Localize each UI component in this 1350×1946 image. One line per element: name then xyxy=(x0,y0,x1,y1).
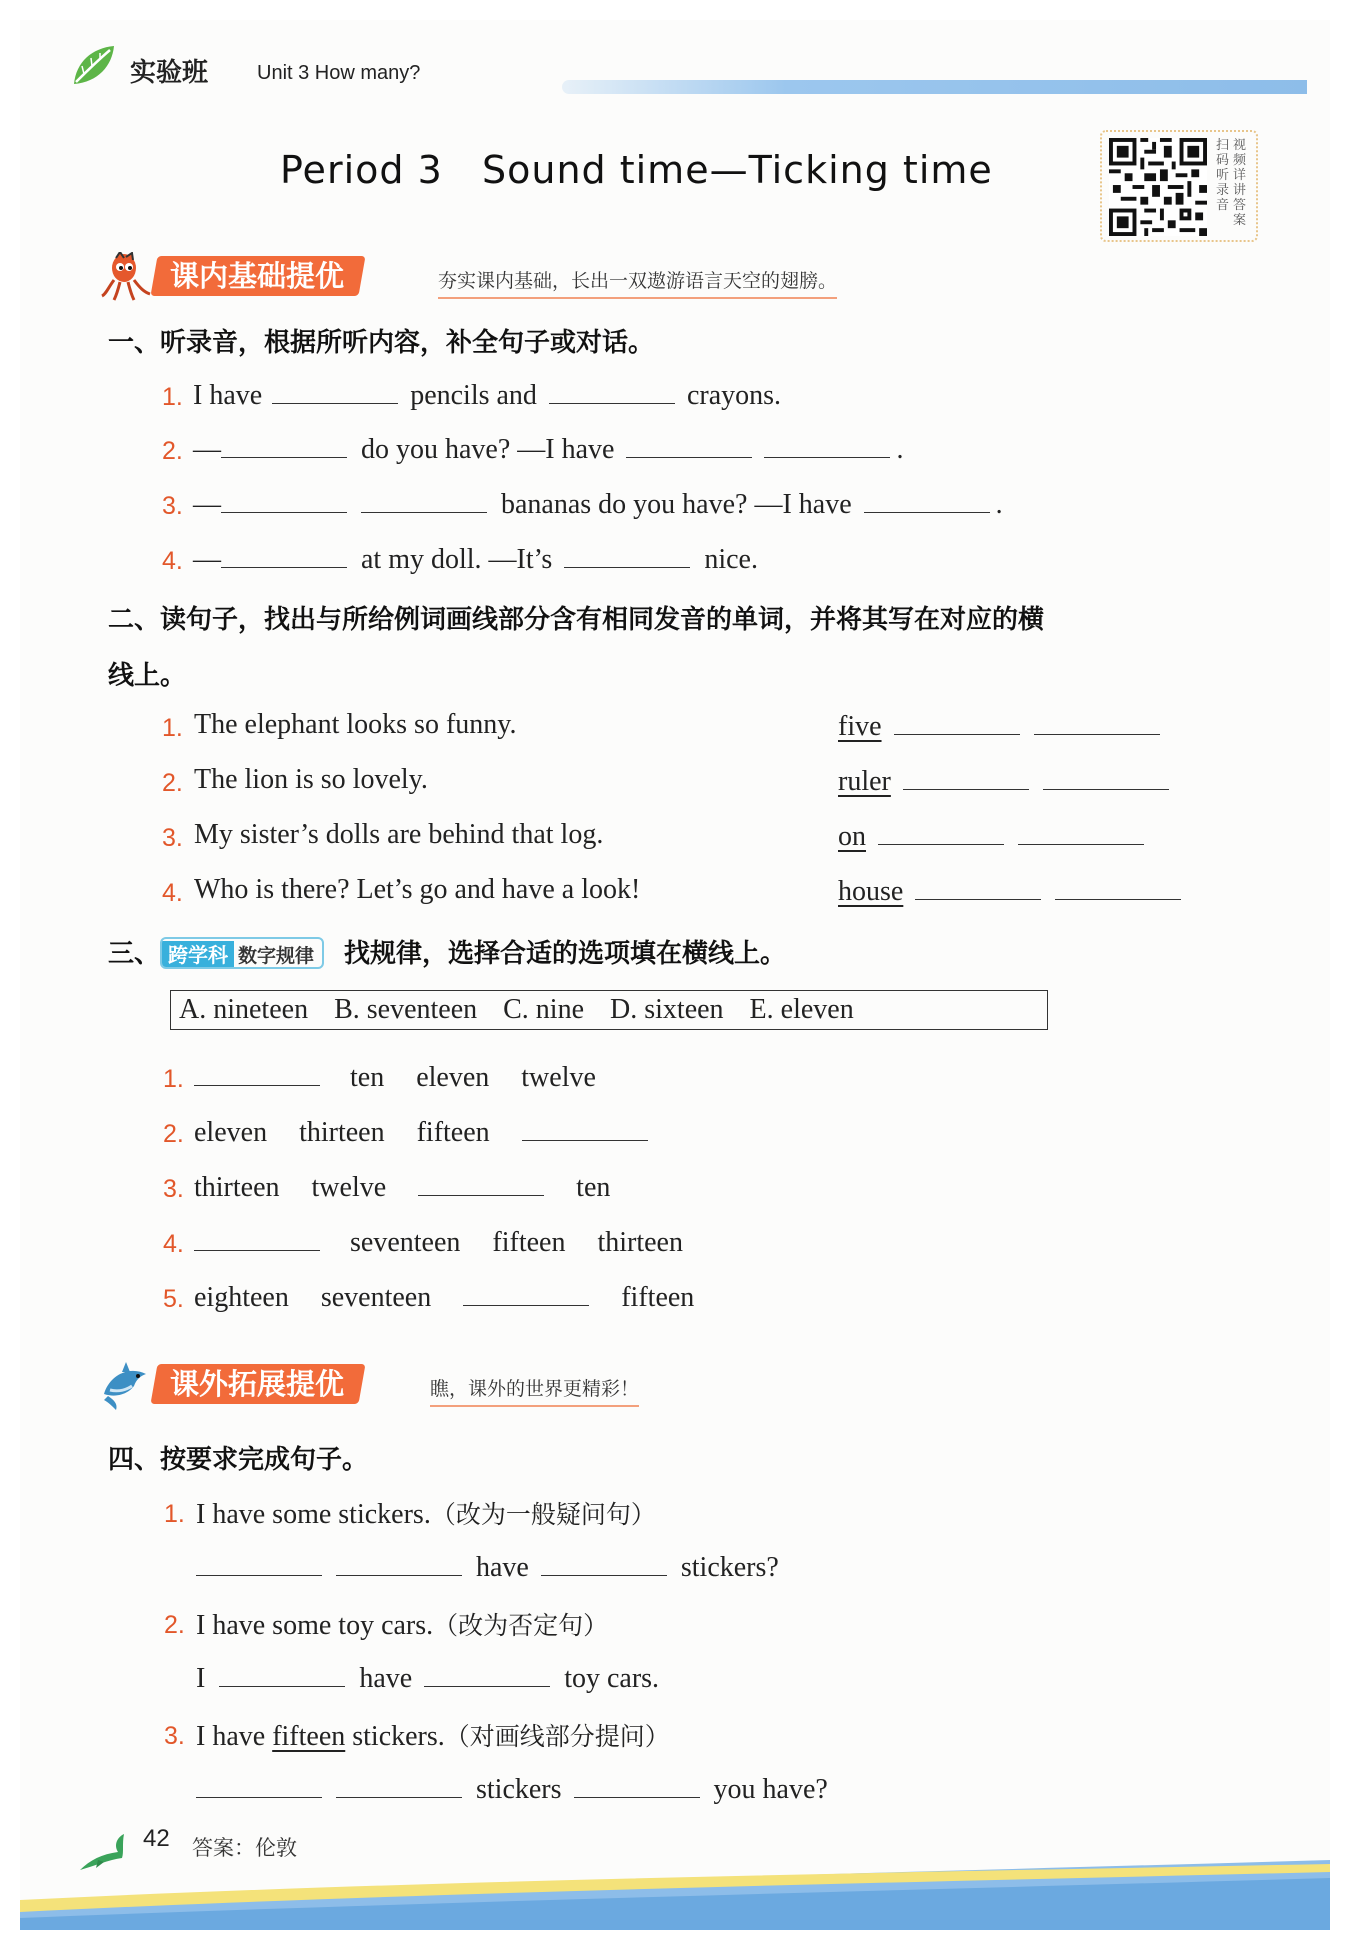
qr-caption xyxy=(1216,138,1256,228)
answer-blank[interactable] xyxy=(221,487,347,513)
part3-item-1 xyxy=(194,1060,596,1094)
page-header xyxy=(62,30,1307,92)
answer-blank[interactable] xyxy=(522,1115,648,1141)
answer-blank[interactable] xyxy=(424,1661,550,1687)
section-slogan: 瞧，课外的世界更精彩！ xyxy=(430,1374,639,1407)
example-word: house xyxy=(838,876,904,907)
item-number: 4. xyxy=(163,1230,184,1258)
leaf-logo-icon xyxy=(70,44,116,88)
answer-blank[interactable] xyxy=(221,542,347,568)
text-segment: at my doll. —It’s xyxy=(361,544,553,575)
text-segment: do you have? —I have xyxy=(361,434,615,465)
option: C. nine xyxy=(503,994,585,1025)
tag-main: 跨学科 xyxy=(162,941,234,969)
sequence-word: thirteen xyxy=(194,1172,280,1203)
sequence-word: seventeen xyxy=(320,1282,432,1313)
part4-answer-line-3 xyxy=(196,1772,828,1806)
part3-item-2 xyxy=(194,1115,654,1149)
prompt-text: stickers. xyxy=(352,1721,445,1752)
sequence-word: eighteen xyxy=(194,1282,289,1313)
sequence-word: twelve xyxy=(521,1062,596,1093)
part4-heading: 四、按要求完成句子。 xyxy=(108,1445,369,1475)
part3-heading xyxy=(108,933,786,971)
part4-answer-line-1 xyxy=(196,1550,779,1584)
line-text: have xyxy=(476,1552,529,1583)
section-banner-basic xyxy=(100,252,960,300)
text-segment: — xyxy=(193,489,221,520)
cross-subject-tag xyxy=(160,937,324,969)
part1-item-4 xyxy=(193,542,758,576)
item-number: 1. xyxy=(164,1500,185,1528)
answer-blank[interactable] xyxy=(541,1550,667,1576)
text-segment: . xyxy=(896,434,904,465)
answer-blank[interactable] xyxy=(764,432,890,458)
sequence-word: eleven xyxy=(416,1062,490,1093)
text-segment: I have xyxy=(193,380,263,411)
heading-prefix: 三、 xyxy=(108,939,161,969)
item-number: 5. xyxy=(163,1285,184,1313)
part1-heading: 一、听录音，根据所听内容，补全句子或对话。 xyxy=(108,328,655,358)
qr-caption-col: 视频详讲答案 xyxy=(1233,138,1247,228)
text-segment: bananas do you have? —I have xyxy=(501,489,852,520)
part4-prompt-3 xyxy=(196,1717,670,1753)
part2-answer-3 xyxy=(838,819,1150,853)
part1-item-2 xyxy=(193,432,903,466)
brand-name: 实验班 xyxy=(130,58,209,88)
part4-prompt-1 xyxy=(196,1495,656,1531)
heading-text: 找规律，选择合适的选项填在横线上。 xyxy=(344,939,787,969)
part3-item-4 xyxy=(194,1225,683,1259)
item-number: 2. xyxy=(162,437,183,465)
line-text: you have? xyxy=(713,1774,828,1805)
answer-blank[interactable] xyxy=(196,1550,322,1576)
qr-caption-col: 扫码听录音 xyxy=(1216,138,1230,213)
example-word: on xyxy=(838,821,866,852)
section-label: 课内基础提优 xyxy=(150,256,365,296)
option: D. sixteen xyxy=(610,994,724,1025)
part4-answer-line-2 xyxy=(196,1661,659,1695)
section-label: 课外拓展提优 xyxy=(150,1364,365,1404)
prompt-text: I have some stickers. xyxy=(196,1499,431,1530)
item-number: 4. xyxy=(162,879,183,907)
answer-blank[interactable] xyxy=(903,764,1029,790)
text-segment: . xyxy=(995,489,1003,520)
answer-blank[interactable] xyxy=(361,487,487,513)
item-number: 2. xyxy=(162,769,183,797)
qr-code-icon[interactable] xyxy=(1108,138,1208,236)
underlined-word: fifteen xyxy=(272,1721,346,1752)
item-number: 2. xyxy=(163,1120,184,1148)
line-text: stickers xyxy=(476,1774,562,1805)
answer-blank[interactable] xyxy=(418,1170,544,1196)
line-text: toy cars. xyxy=(564,1663,660,1694)
option: B. seventeen xyxy=(334,994,478,1025)
qr-code-box[interactable] xyxy=(1100,130,1258,242)
answer-blank[interactable] xyxy=(336,1550,462,1576)
prompt-text: I have some toy cars. xyxy=(196,1610,434,1641)
line-text: I xyxy=(196,1663,206,1694)
instruction-text: （改为否定句） xyxy=(433,1611,609,1640)
text-segment: — xyxy=(193,434,221,465)
text-segment: — xyxy=(193,544,221,575)
section-slogan: 夯实课内基础，长出一双遨游语言天空的翅膀。 xyxy=(438,266,837,299)
answer-blank[interactable] xyxy=(1043,764,1169,790)
part2-sentence-4: Who is there? Let’s go and have a look! xyxy=(194,874,641,905)
item-number: 3. xyxy=(164,1722,185,1750)
answer-blank[interactable] xyxy=(194,1225,320,1251)
item-number: 3. xyxy=(162,492,183,520)
answer-note: 答案：伦敦 xyxy=(192,1836,297,1860)
section-banner-extended xyxy=(100,1360,700,1408)
part2-answer-2 xyxy=(838,764,1175,798)
part2-sentence-1: The elephant looks so funny. xyxy=(194,709,517,740)
part3-item-5 xyxy=(194,1280,694,1314)
part4-prompt-2 xyxy=(196,1606,608,1642)
sequence-word: thirteen xyxy=(299,1117,385,1148)
instruction-text: （对画线部分提问） xyxy=(444,1722,670,1751)
part2-sentence-3: My sister’s dolls are behind that log. xyxy=(194,819,604,850)
part2-sentence-2: The lion is so lovely. xyxy=(194,764,428,795)
sequence-word: fifteen xyxy=(416,1117,490,1148)
answer-blank[interactable] xyxy=(336,1772,462,1798)
part2-heading-cont: 线上。 xyxy=(108,661,187,691)
sequence-word: eleven xyxy=(194,1117,268,1148)
answer-blank[interactable] xyxy=(1018,819,1144,845)
header-decor-bar xyxy=(562,80,1307,94)
page-title: Period 3 Sound time—Ticking time xyxy=(280,148,993,192)
prompt-text: I have xyxy=(196,1721,266,1752)
option: E. eleven xyxy=(749,994,854,1025)
example-word: five xyxy=(838,711,882,742)
item-number: 3. xyxy=(163,1175,184,1203)
sequence-word: fifteen xyxy=(492,1227,566,1258)
answer-blank[interactable] xyxy=(463,1280,589,1306)
part2-answer-4 xyxy=(838,874,1187,908)
answer-blank[interactable] xyxy=(272,378,398,404)
answer-blank[interactable] xyxy=(219,1661,345,1687)
page-number: 42 xyxy=(143,1825,170,1852)
option: A. nineteen xyxy=(179,994,309,1025)
part1-item-1 xyxy=(193,378,781,412)
item-number: 2. xyxy=(164,1611,185,1639)
answer-blank[interactable] xyxy=(564,542,690,568)
part2-answer-1 xyxy=(838,709,1166,743)
part1-item-3 xyxy=(193,487,1003,521)
answer-blank[interactable] xyxy=(221,432,347,458)
answer-blank[interactable] xyxy=(878,819,1004,845)
sequence-word: fifteen xyxy=(621,1282,695,1313)
answer-blank[interactable] xyxy=(549,378,675,404)
squid-mascot-icon xyxy=(100,252,152,302)
text-segment: crayons. xyxy=(686,380,782,411)
item-number: 3. xyxy=(162,824,183,852)
answer-blank[interactable] xyxy=(894,709,1020,735)
sequence-word: thirteen xyxy=(597,1227,683,1258)
sequence-word: seventeen xyxy=(350,1227,461,1258)
dolphin-mascot-icon xyxy=(100,1360,152,1410)
answer-blank[interactable] xyxy=(1055,874,1181,900)
text-segment: nice. xyxy=(704,544,758,575)
answer-blank[interactable] xyxy=(196,1772,322,1798)
line-text: stickers? xyxy=(680,1552,779,1583)
answer-blank[interactable] xyxy=(626,432,752,458)
example-word: ruler xyxy=(838,766,891,797)
answer-blank[interactable] xyxy=(915,874,1041,900)
line-text: have xyxy=(359,1663,413,1694)
answer-blank[interactable] xyxy=(864,487,990,513)
tag-sub: 数字规律 xyxy=(238,944,315,967)
part2-heading: 二、读句子，找出与所给例词画线部分含有相同发音的单词，并将其写在对应的横 xyxy=(108,605,1045,635)
part3-item-3 xyxy=(194,1170,610,1204)
sequence-word: ten xyxy=(576,1172,611,1203)
text-segment: pencils and xyxy=(410,380,537,411)
unit-title: Unit 3 How many? xyxy=(257,62,421,84)
item-number: 4. xyxy=(162,547,183,575)
answer-blank[interactable] xyxy=(574,1772,700,1798)
item-number: 1. xyxy=(162,383,183,411)
answer-blank[interactable] xyxy=(194,1060,320,1086)
options-box xyxy=(170,990,1048,1030)
item-number: 1. xyxy=(162,714,183,742)
answer-blank[interactable] xyxy=(1034,709,1160,735)
item-number: 1. xyxy=(163,1065,184,1093)
footer-wave-decor xyxy=(20,1860,1330,1930)
sequence-word: ten xyxy=(350,1062,385,1093)
instruction-text: （改为一般疑问句） xyxy=(430,1500,656,1529)
sequence-word: twelve xyxy=(311,1172,387,1203)
